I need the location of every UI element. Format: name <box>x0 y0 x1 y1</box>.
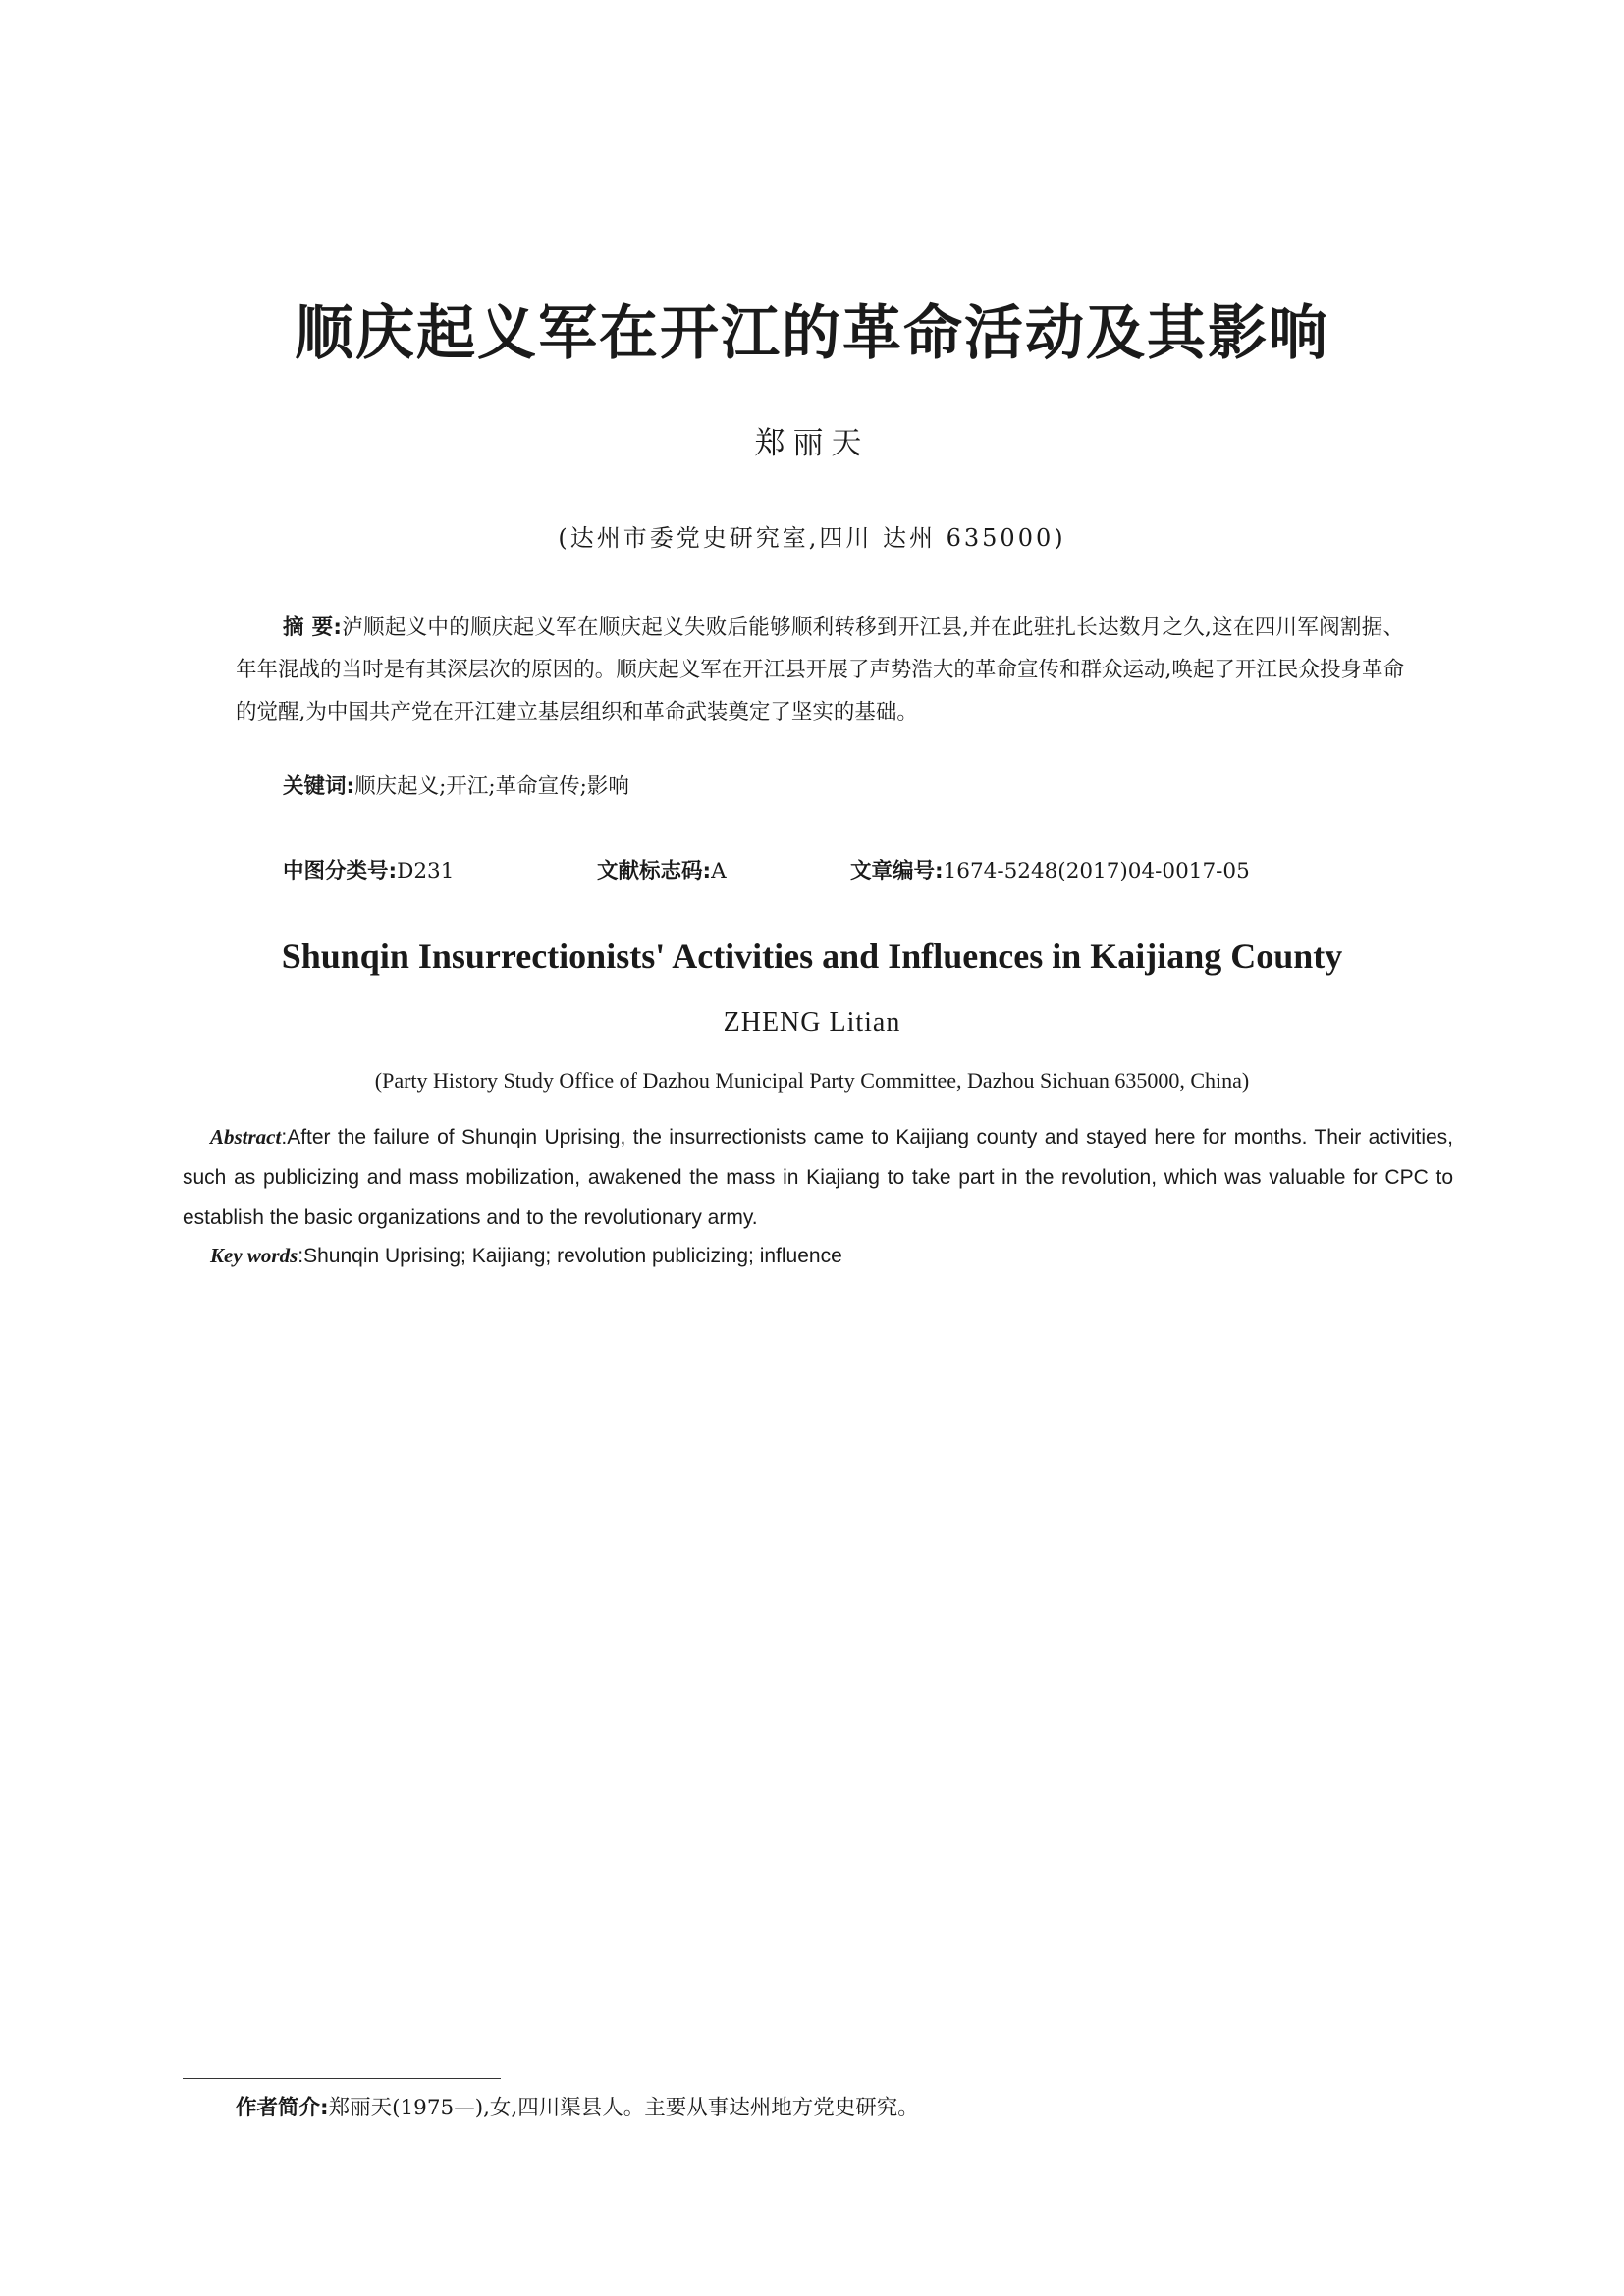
author-name-en: ZHENG Litian <box>723 1007 901 1038</box>
paper-title-en: Shunqin Insurrectionists' Activities and Influences in Kaijiang County <box>281 936 1343 976</box>
article-number <box>850 854 1250 889</box>
abstract-en <box>183 1117 1453 1238</box>
abstract-en-sep: : <box>281 1126 288 1148</box>
author-name-cn: 郑丽天 <box>754 426 870 461</box>
keywords-en-text: Shunqin Uprising; Kaijiang; revolution publicizing; influence <box>303 1245 842 1267</box>
doc-code-value: A <box>711 859 727 883</box>
document-code <box>597 854 727 889</box>
keywords-en-sep: : <box>298 1245 304 1267</box>
article-no-value: 1674-5248(2017)04-0017-05 <box>943 859 1250 883</box>
affiliation-cn: (达州市委党史研究室,四川 达州 635000) <box>558 524 1066 552</box>
doc-code-label: 文献标志码: <box>597 859 712 883</box>
abstract-cn <box>236 607 1404 733</box>
abstract-en-text: After the failure of Shunqin Uprising, the insurrectionists came to Kaijiang county and stayed here for months. Their activities, such as publicizing and mass mobilization, awakened the mass in Kiajiang to take part in the revolution, which was valuable for CPC to establish the basic organizations and to the revolutionary army. <box>183 1126 1453 1229</box>
abstract-cn-text: 泸顺起义中的顺庆起义军在顺庆起义失败后能够顺利转移到开江县,并在此驻扎长达数月之久,这在四川军阀割据、年年混战的当时是有其深层次的原因的。顺庆起义军在开江县开展了声势浩大的革命宣传和群众运动,唤起了开江民众投身革命的觉醒,为中国共产党在开江建立基层组织和革命武装奠定了坚实的基础。 <box>236 615 1404 724</box>
paper-title-cn: 顺庆起义军在开江的革命活动及其影响 <box>295 299 1329 368</box>
affiliation-en: (Party History Study Office of Dazhou Municipal Party Committee, Dazhou Sichuan 635000, China) <box>374 1068 1250 1093</box>
keywords-cn-text: 顺庆起义;开江;革命宣传;影响 <box>354 774 629 799</box>
author-bio-text: 郑丽天(1975—),女,四川渠县人。主要从事达州地方党史研究。 <box>328 2096 919 2120</box>
keywords-cn-label: 关键词: <box>283 774 355 799</box>
clc-number <box>283 854 454 889</box>
classification-row <box>283 854 1363 889</box>
author-bio-footnote <box>236 2091 1414 2126</box>
clc-label: 中图分类号: <box>283 859 398 883</box>
abstract-cn-label: 摘 要: <box>283 615 342 640</box>
abstract-en-label: Abstract <box>210 1125 282 1148</box>
article-no-label: 文章编号: <box>850 859 944 883</box>
author-bio-label: 作者简介: <box>236 2096 329 2120</box>
keywords-en-label: Key words <box>210 1244 298 1267</box>
clc-value: D231 <box>397 859 455 883</box>
keywords-en <box>210 1238 1388 1274</box>
keywords-cn <box>283 770 1363 805</box>
footnote-divider <box>183 2078 501 2079</box>
